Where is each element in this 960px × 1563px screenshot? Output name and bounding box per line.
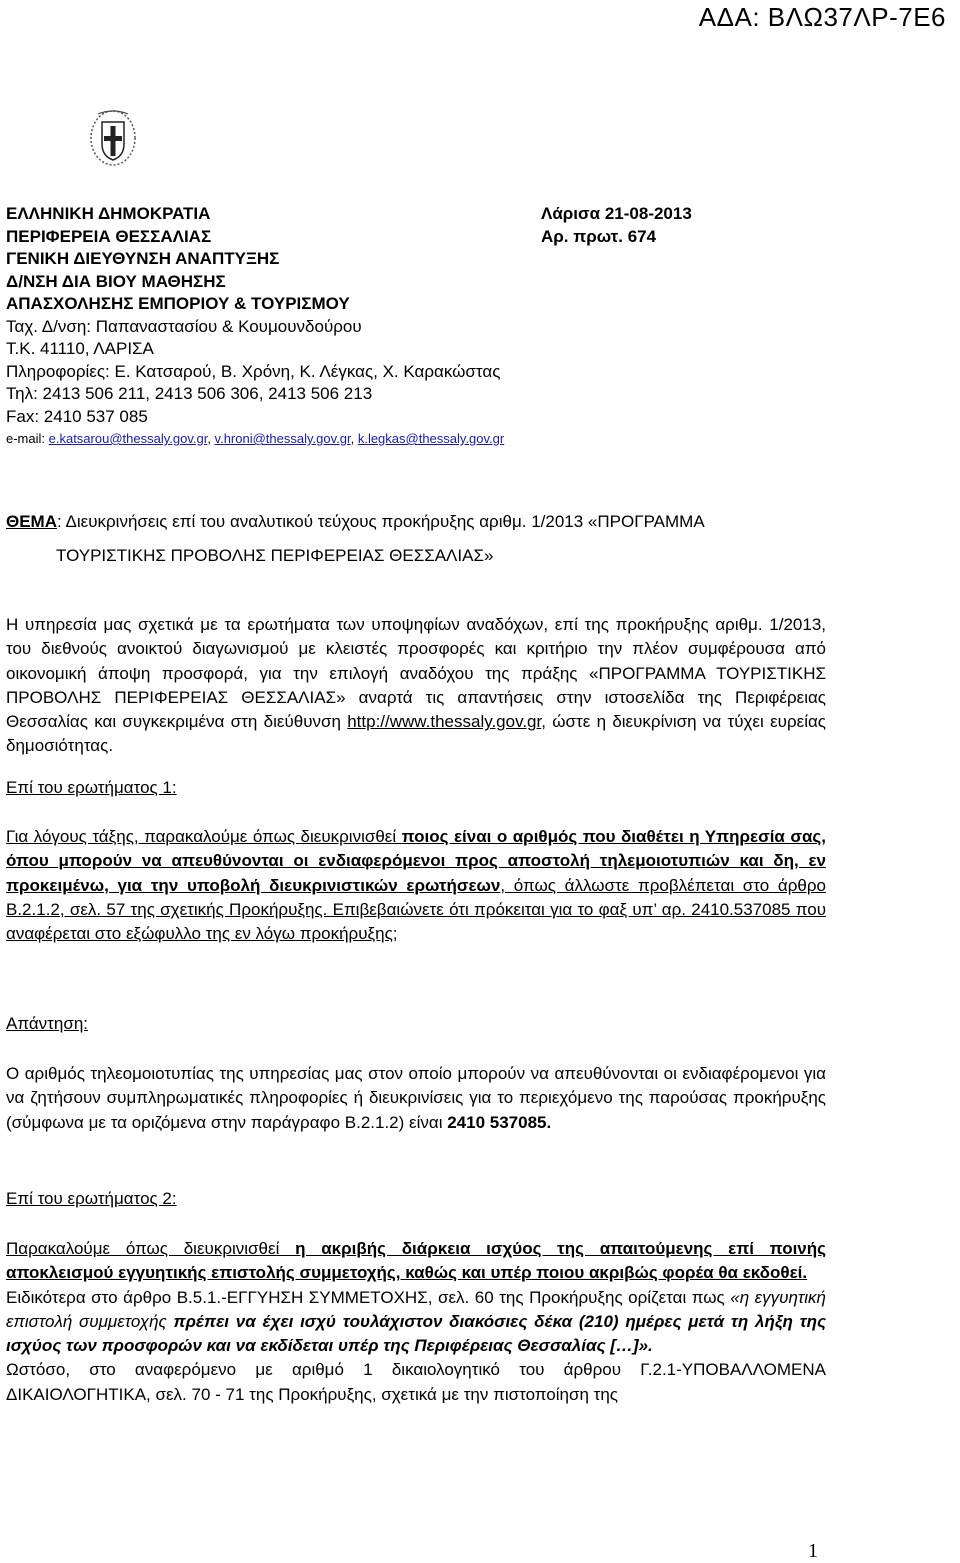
question-2-intro: Παρακαλούμε όπως διευκρινισθεί: [6, 1239, 296, 1258]
question-2-continuation: Ωστόσο, στο αναφερόμενο με αριθμό 1 δικαιολογητικό του άρθρου Γ.2.1-ΥΠΟΒΑΛΛΟΜΕΝΑ ΔΙΚΑΙΟΛΟΓΗΤΙΚΑ, σελ. 70 - 71 της Προκήρυξης, σχετικά με την πιστοποίηση της: [6, 1360, 826, 1404]
date-protocol-block: [541, 203, 692, 248]
fax-number: Fax: 2410 537 085: [6, 406, 148, 426]
region-name: ΠΕΡΙΦΕΡΕΙΑ ΘΕΣΣΑΛΙΑΣ: [6, 226, 212, 246]
question-2-heading: Επί του ερωτήματος 2:: [6, 1189, 177, 1208]
email-link-hroni[interactable]: v.hroni@thessaly.gov.gr: [214, 431, 351, 446]
protocol-number: Αρ. πρωτ. 674: [541, 226, 657, 246]
subject-label: ΘΕΜΑ: [6, 512, 57, 531]
subject-block: [6, 505, 826, 573]
sender-header: [6, 203, 504, 451]
question-1-highlight: ποιος είναι ο αριθμός που διαθέτει η Υπηρεσία σας, όπου μπορούν να απευθύνονται οι ενδιαφερόμενοι προς αποστολή τηλεμοιοτυπιών και δη, εν προκειμένω, για την υποβολή διευκρινιστικών ερωτήσεων: [6, 827, 826, 895]
directorate-general: ΓΕΝΙΚΗ ΔΙΕΥΘΥΝΣΗ ΑΝΑΠΤΥΞΗΣ: [6, 249, 280, 268]
phone-numbers: Τηλ: 2413 506 211, 2413 506 306, 2413 506 213: [6, 384, 373, 403]
question-1-rest: , όπως άλλωστε προβλέπεται στο άρθρο Β.2.1.2, σελ. 57 της σχετικής Προκήρυξης. Επιβεβαιώνετε ότι πρόκειται για το φαξ υπ’ αρ. 2410.537085 που αναφέρεται στο εξώφυλλο της εν λόγω προκήρυξης;: [6, 875, 827, 944]
greek-coat-of-arms-icon: [88, 108, 138, 168]
email-link-legkas[interactable]: k.legkas@thessaly.gov.gr: [357, 431, 505, 446]
info-contacts: Πληροφορίες: Ε. Κατσαρού, Β. Χρόνη, Κ. Λέγκας, Χ. Καρακώστας: [6, 361, 501, 381]
email-separator: ,: [207, 431, 215, 446]
email-line: [6, 428, 504, 451]
document-id: ΑΔΑ: ΒΛΩ37ΛΡ-7Ε6: [698, 2, 946, 32]
email-label: e-mail:: [6, 431, 49, 446]
answer-1-body: Ο αριθμός τηλεομοιοτυπίας της υπηρεσίας μας στον οποίο μπορούν να απευθύνονται οι ενδιαφέρομενοι για να ζητήσουν συμπληρωματικές πληροφορίες ή διευκρινίσεις για το περιεχόμενο της παρούσας προκήρυξης (σύμφωνα με τα οριζόμενα στην παράγραφο Β.2.1.2) είναι: [6, 1064, 826, 1132]
question-1-text: [6, 825, 826, 946]
department: ΑΠΑΣΧΟΛΗΣΗΣ ΕΜΠΟΡΙΟΥ & ΤΟΥΡΙΣΜΟΥ: [6, 294, 350, 313]
subject-text: : Διευκρινήσεις επί του αναλυτικού τεύχους προκήρυξης αριθμ. 1/2013 «ΠΡΟΓΡΑΜΜΑ: [57, 512, 705, 531]
question-2-highlight: η ακριβής διάρκεια ισχύος της απαιτούμενης επί ποινής αποκλεισμού εγγυητικής επιστολής συμμετοχής, καθώς και υπέρ ποιου ακριβώς φορέα θα εκδοθεί.: [6, 1239, 826, 1283]
intro-paragraph: [6, 613, 826, 759]
org-name: ΕΛΛΗΝΙΚΗ ΔΗΜΟΚΡΑΤΙΑ: [6, 204, 211, 223]
question-2-text: [6, 1237, 826, 1407]
page-number: 1: [808, 1540, 818, 1562]
question-2-quote-start: «η εγγυητική επιστολή συμμετοχής: [6, 1287, 826, 1331]
website-link[interactable]: http://www.thessaly.gov.gr: [347, 712, 542, 732]
email-separator: ,: [350, 431, 358, 446]
question-1-heading: Επί του ερωτήματος 1:: [6, 778, 177, 797]
intro-text: Η υπηρεσία μας σχετικά με τα ερωτήματα των υποψηφίων αναδόχων, επί της προκήρυξης αριθμ. 1/2013, του διεθνούς ανοικτού διαγωνισμού με κλειστές προσφορές και κριτήριο την πλέον συμφέρουσα από οικονομική άποψη προσφορά, για την επιλογή αναδόχου της πράξης «ΠΡΟΓΡΑΜΜΑ ΤΟΥΡΙΣΤΙΚΗΣ ΠΡΟΒΟΛΗΣ ΠΕΡΙΦΕΡΕΙΑΣ ΘΕΣΣΑΛΙΑΣ» αναρτά τις απαντήσεις στην ιστοσελίδα της Περιφέρειας Θεσσαλίας και συγκεκριμένα στη διεύθυνση: [6, 615, 826, 732]
answer-1-heading: Απάντηση:: [6, 1014, 88, 1033]
question-2-quote-bold: πρέπει να έχει ισχύ τουλάχιστον διακόσιες δέκα (210) ημέρες μετά τη λήξη της ισχύος των προσφορών και να εκδίδεται υπέρ της Περιφέρειας Θεσσαλίας […]».: [6, 1311, 827, 1356]
question-1-intro: Για λόγους τάξης, παρακαλούμε όπως διευκρινισθεί: [6, 827, 402, 846]
answer-1-text: [6, 1062, 826, 1135]
postal-code: Τ.Κ. 41110, ΛΑΡΙΣΑ: [6, 339, 154, 358]
directorate: Δ/ΝΣΗ ΔΙΑ ΒΙΟΥ ΜΑΘΗΣΗΣ: [6, 271, 226, 291]
postal-address: Ταχ. Δ/νση: Παπαναστασίου & Κουμουνδούρου: [6, 316, 362, 336]
intro-text-end: , ώστε η διευκρίνιση να τύχει ευρείας δημοσιότητας.: [6, 712, 826, 756]
subject-text-continued: ΤΟΥΡΙΣΤΙΚΗΣ ΠΡΟΒΟΛΗΣ ΠΕΡΙΦΕΡΕΙΑΣ ΘΕΣΣΑΛΙΑΣ»: [56, 546, 494, 565]
document-date: Λάρισα 21-08-2013: [541, 204, 692, 223]
email-link-katsarou[interactable]: e.katsarou@thessaly.gov.gr: [48, 431, 208, 446]
question-2-detail: Ειδικότερα στο άρθρο Β.5.1.-ΕΓΓΥΗΣΗ ΣΥΜΜΕΤΟΧΗΣ, σελ. 60 της Προκήρυξης ορίζεται πως: [6, 1287, 731, 1307]
fax-number-answer: 2410 537085.: [447, 1112, 552, 1132]
